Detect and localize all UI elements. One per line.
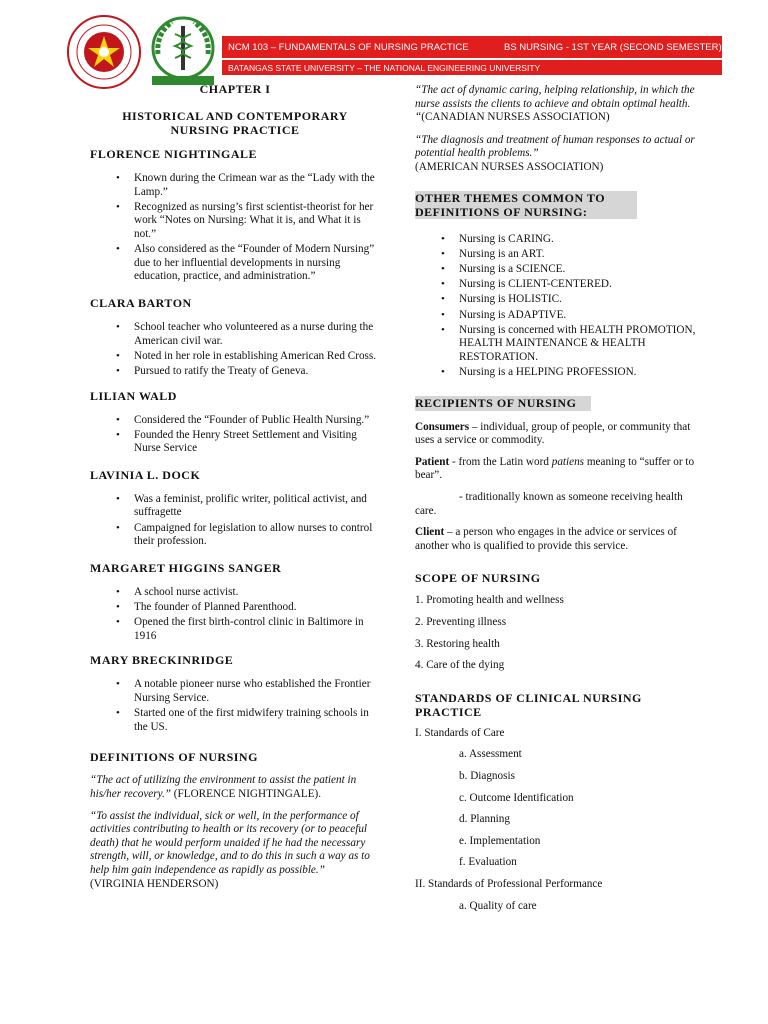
list-item: • Founded the Henry Street Settlement and Visiting Nurse Service [90, 429, 380, 456]
list-item: • Pursued to ratify the Treaty of Geneva. [90, 365, 380, 379]
list-item: • Noted in her role in establishing American Red Cross. [90, 350, 380, 364]
definition-quote: “The act of utilizing the environment to assist the patient in his/her recovery.” [90, 774, 357, 800]
list-item: • A school nurse activist. [90, 586, 380, 600]
bullet-list [90, 321, 380, 379]
list-item: • Started one of the first midwifery training schools in the US. [90, 707, 380, 734]
list-item: e. Implementation [459, 834, 541, 847]
list-item: a. Quality of care [459, 899, 537, 912]
list-item: 2. Preventing illness [415, 616, 507, 628]
themes-heading [415, 191, 637, 219]
list-item: • Nursing is ADAPTIVE. [415, 309, 705, 323]
patient-definition [415, 456, 705, 483]
standards-heading-line2: PRACTICE [415, 704, 482, 719]
recipients-heading: RECIPIENTS OF NURSING [415, 396, 591, 411]
chapter-title [90, 109, 380, 137]
standards-heading-line1: STANDARDS OF CLINICAL NURSING [415, 690, 642, 705]
list-item: • Also considered as the “Founder of Modern Nursing” due to her influential developments in nursing education, practice, and administration.” [90, 243, 380, 284]
right-column [415, 84, 705, 913]
themes-heading-line1: OTHER THEMES COMMON TO [415, 190, 606, 205]
bullet-list [90, 414, 380, 456]
list-item: • Nursing is a SCIENCE. [415, 263, 705, 277]
definition-ana [415, 134, 705, 175]
definition-source: (VIRGINIA HENDERSON) [90, 877, 219, 890]
university-seal-logo [66, 14, 142, 90]
section-heading: FLORENCE NIGHTINGALE [90, 147, 258, 161]
term-definition: meaning to “suffer or to bear”. [415, 455, 695, 482]
list-item: • Opened the first birth-control clinic in Baltimore in 1916 [90, 616, 380, 643]
definition-cna [415, 84, 705, 125]
section-heading: MARGARET HIGGINS SANGER [90, 560, 282, 575]
list-item: • Was a feminist, prolific writer, political activist, and suffragette [90, 493, 380, 520]
definition-source: (AMERICAN NURSES ASSOCIATION) [415, 160, 604, 173]
list-item: • Nursing is concerned with HEALTH PROMOTION, HEALTH MAINTENANCE & HEALTH RESTORATION. [415, 324, 705, 365]
term-definition: – individual, group of people, or community that uses a service or commodity. [415, 420, 691, 447]
list-item: • Nursing is HOLISTIC. [415, 293, 705, 307]
nursing-college-logo [146, 14, 220, 90]
section-heading: LAVINIA L. DOCK [90, 467, 201, 482]
list-item: • Known during the Crimean war as the “Lady with the Lamp.” [90, 172, 380, 199]
list-item: b. Diagnosis [459, 769, 515, 782]
list-item: d. Planning [459, 813, 510, 826]
list-item: • Nursing is CARING. [415, 233, 705, 247]
list-item: • Recognized as nursing’s first scientist-theorist for her work “Notes on Nursing: What it is, and What it is not.” [90, 201, 380, 242]
patient-definition-2: - traditionally known as someone receiving health care. [415, 491, 683, 517]
scope-heading: SCOPE OF NURSING [415, 571, 541, 586]
term-definition: – a person who engages in the advice or services of another who is qualified to provide this service. [415, 526, 677, 552]
section-heading: MARY BRECKINRIDGE [90, 653, 234, 668]
term: Client [415, 526, 445, 539]
definition-quote: “The act of dynamic caring, helping relationship, in which the nurse assists the clients to achieve and obtain optimal health. “ [415, 84, 695, 124]
latin-word: patiens [551, 455, 585, 468]
list-item: 1. Promoting health and wellness [415, 594, 564, 607]
list-item: • Nursing is a HELPING PROFESSION. [415, 366, 705, 380]
course-title: NCM 103 – FUNDAMENTALS OF NURSING PRACTICE [228, 41, 469, 53]
themes-list [415, 233, 705, 380]
list-item: c. Outcome Identification [459, 791, 574, 804]
definition-nightingale [90, 774, 380, 801]
standards-of-care: I. Standards of Care [415, 726, 505, 739]
definition-source: (CANADIAN NURSES ASSOCIATION) [421, 111, 610, 124]
bullet-list [90, 678, 380, 734]
course-header-band [222, 36, 722, 58]
list-item: • School teacher who volunteered as a nurse during the American civil war. [90, 321, 380, 348]
program-title: BS NURSING - 1ST YEAR (SECOND SEMESTER) [504, 41, 722, 53]
consumers-definition [415, 421, 705, 448]
chapter-title-line2: NURSING PRACTICE [170, 123, 300, 137]
chapter-label: CHAPTER I [199, 82, 271, 96]
definition-source: (FLORENCE NIGHTINGALE). [173, 787, 322, 800]
university-band [222, 60, 722, 75]
definition-quote: “To assist the individual, sick or well, in the performance of activities contributing to health or its recovery (or to peaceful death) that he would perform unaided if he had the necessary strength, will, or knowledge, and to do this in such a way as to help him gain independence as rapidly as possible.” [90, 809, 370, 876]
list-item: • Campaigned for legislation to allow nurses to control their profession. [90, 522, 380, 549]
bullet-list [90, 493, 380, 549]
bullet-list [90, 586, 380, 644]
left-column [90, 82, 380, 891]
list-item: • A notable pioneer nurse who established the Frontier Nursing Service. [90, 678, 380, 705]
themes-heading-line2: DEFINITIONS OF NURSING: [415, 204, 588, 219]
term: Consumers [415, 420, 470, 433]
standards-heading [415, 691, 705, 719]
standards-of-professional-performance: II. Standards of Professional Performance [415, 877, 603, 890]
chapter-title-line1: HISTORICAL AND CONTEMPORARY [122, 109, 348, 123]
section-heading: LILIAN WALD [90, 388, 177, 403]
definition-quote: “The diagnosis and treatment of human responses to actual or potential health problems.” [415, 133, 695, 160]
list-item: • The founder of Planned Parenthood. [90, 601, 380, 615]
term: Patient [415, 455, 450, 468]
definitions-heading: DEFINITIONS OF NURSING [90, 750, 258, 765]
list-item: 4. Care of the dying [415, 659, 505, 672]
university-name: BATANGAS STATE UNIVERSITY – THE NATIONAL ENGINEERING UNIVERSITY [228, 62, 541, 73]
section-heading: CLARA BARTON [90, 295, 192, 310]
list-item: • Nursing is CLIENT-CENTERED. [415, 278, 705, 292]
term-definition: - from the Latin word [451, 455, 549, 468]
list-item: a. Assessment [459, 748, 522, 761]
definition-henderson [90, 810, 380, 892]
list-item: f. Evaluation [459, 856, 517, 869]
list-item: • Considered the “Founder of Public Health Nursing.” [90, 414, 380, 428]
bullet-list [90, 172, 380, 284]
client-definition [415, 526, 705, 553]
list-item: • Nursing is an ART. [415, 248, 705, 262]
list-item: 3. Restoring health [415, 637, 500, 650]
